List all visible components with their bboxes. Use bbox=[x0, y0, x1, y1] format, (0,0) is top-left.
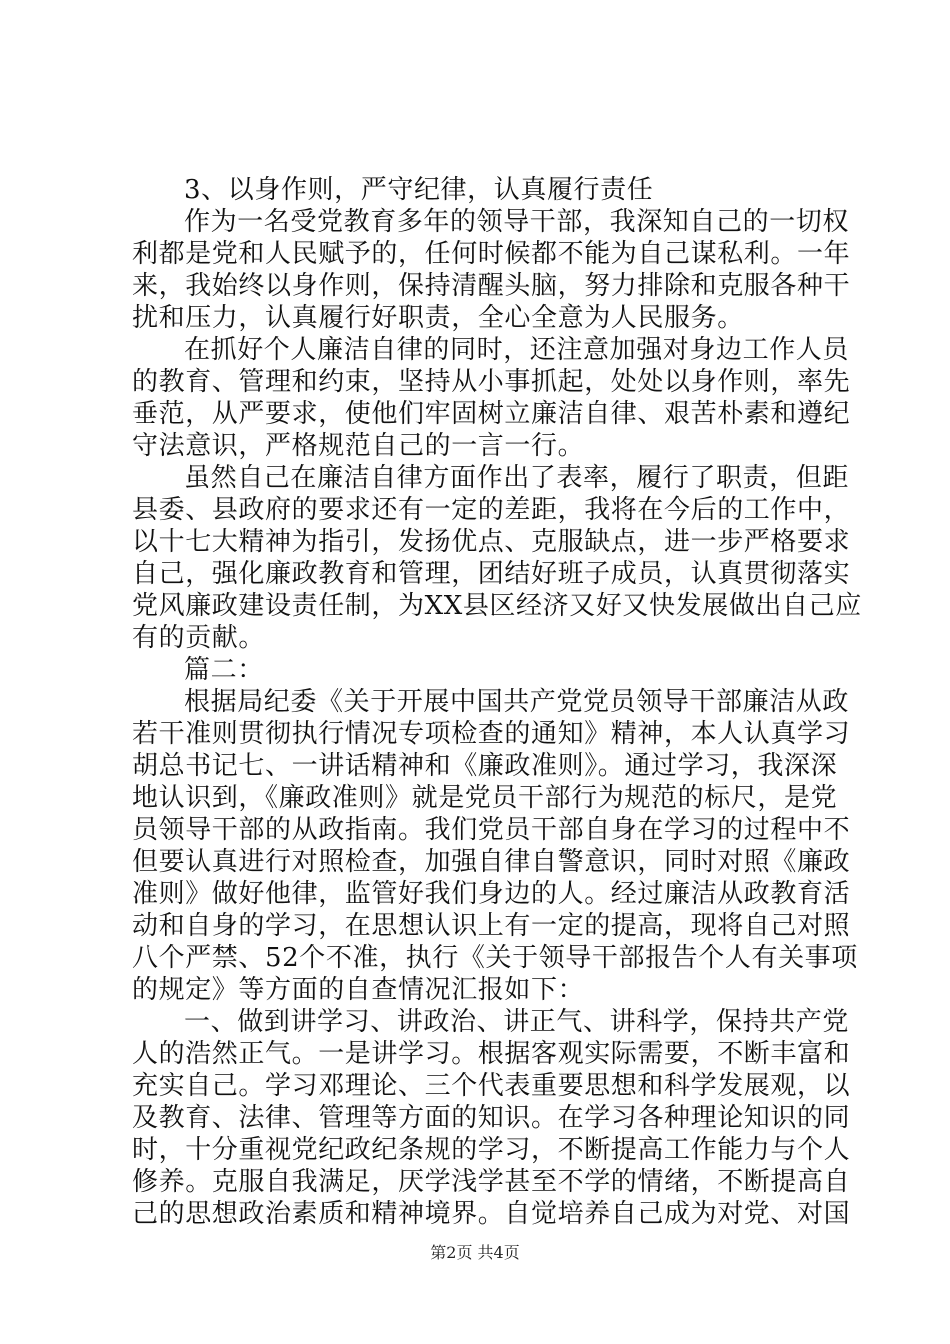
paragraph-line: 利都是党和人民赋予的，任何时候都不能为自己谋私利。一年 bbox=[132, 239, 851, 269]
paragraph-line: 守法意识，严格规范自己的一言一行。 bbox=[132, 431, 585, 461]
paragraph-line: 胡总书记七、一讲话精神和《廉政准则》。通过学习，我深深 bbox=[132, 751, 838, 781]
paragraph-line: 员领导干部的从政指南。我们党员干部自身在学习的过程中不 bbox=[132, 815, 851, 845]
paragraph-line: 的教育、管理和约束，坚持从小事抓起，处处以身作则，率先 bbox=[132, 367, 851, 397]
section-heading: 篇二： bbox=[184, 655, 264, 685]
paragraph-line: 及教育、法律、管理等方面的知识。在学习各种理论知识的同 bbox=[132, 1103, 851, 1133]
paragraph-line: 动和自身的学习，在思想认识上有一定的提高，现将自己对照 bbox=[132, 911, 851, 941]
paragraph-line: 准则》做好他律，监管好我们身边的人。经过廉洁从政教育活 bbox=[132, 879, 851, 909]
paragraph-line: 垂范，从严要求，使他们牢固树立廉洁自律、艰苦朴素和遵纪 bbox=[132, 399, 851, 429]
paragraph-line: 但要认真进行对照检查，加强自律自警意识，同时对照《廉政 bbox=[132, 847, 851, 877]
paragraph-line: 八个严禁、52个不准，执行《关于领导干部报告个人有关事项 bbox=[132, 943, 858, 973]
paragraph-line: 扰和压力，认真履行好职责，全心全意为人民服务。 bbox=[132, 303, 744, 333]
paragraph-line: 若干准则贯彻执行情况专项检查的通知》精神，本人认真学习 bbox=[132, 719, 851, 749]
paragraph-line: 以十七大精神为指引，发扬优点、克服缺点，进一步严格要求 bbox=[132, 527, 851, 557]
paragraph-line: 作为一名受党教育多年的领导干部，我深知自己的一切权 bbox=[184, 207, 850, 237]
paragraph-line: 来，我始终以身作则，保持清醒头脑，努力排除和克服各种干 bbox=[132, 271, 851, 301]
paragraph-line: 虽然自己在廉洁自律方面作出了表率，履行了职责，但距 bbox=[184, 463, 850, 493]
page-number-footer: 第2页 共4页 bbox=[430, 1243, 520, 1262]
paragraph-line: 县委、县政府的要求还有一定的差距，我将在今后的工作中， bbox=[132, 495, 851, 525]
paragraph-line: 在抓好个人廉洁自律的同时，还注意加强对身边工作人员 bbox=[184, 335, 850, 365]
section-heading: 3、以身作则，严守纪律，认真履行责任 bbox=[184, 175, 654, 205]
paragraph-line: 人的浩然正气。一是讲学习。根据客观实际需要，不断丰富和 bbox=[132, 1039, 851, 1069]
paragraph-line: 修养。克服自我满足，厌学浅学甚至不学的情绪，不断提高自 bbox=[132, 1167, 851, 1197]
paragraph-line: 一、做到讲学习、讲政治、讲正气、讲科学，保持共产党 bbox=[184, 1007, 850, 1037]
paragraph-line: 的规定》等方面的自查情况汇报如下： bbox=[132, 975, 585, 1005]
paragraph-line: 己的思想政治素质和精神境界。自觉培养自己成为对党、对国 bbox=[132, 1199, 851, 1229]
paragraph-line: 党风廉政建设责任制，为XX县区经济又好又快发展做出自己应 bbox=[132, 591, 862, 621]
paragraph-line: 有的贡献。 bbox=[132, 623, 266, 653]
paragraph-line: 时，十分重视党纪政纪条规的学习，不断提高工作能力与个人 bbox=[132, 1135, 851, 1165]
paragraph-line: 充实自己。学习邓理论、三个代表重要思想和科学发展观，以 bbox=[132, 1071, 851, 1101]
paragraph-line: 自己，强化廉政教育和管理，团结好班子成员，认真贯彻落实 bbox=[132, 559, 851, 589]
paragraph-line: 地认识到，《廉政准则》就是党员干部行为规范的标尺，是党 bbox=[132, 783, 838, 813]
paragraph-line: 根据局纪委《关于开展中国共产党党员领导干部廉洁从政 bbox=[184, 687, 850, 717]
